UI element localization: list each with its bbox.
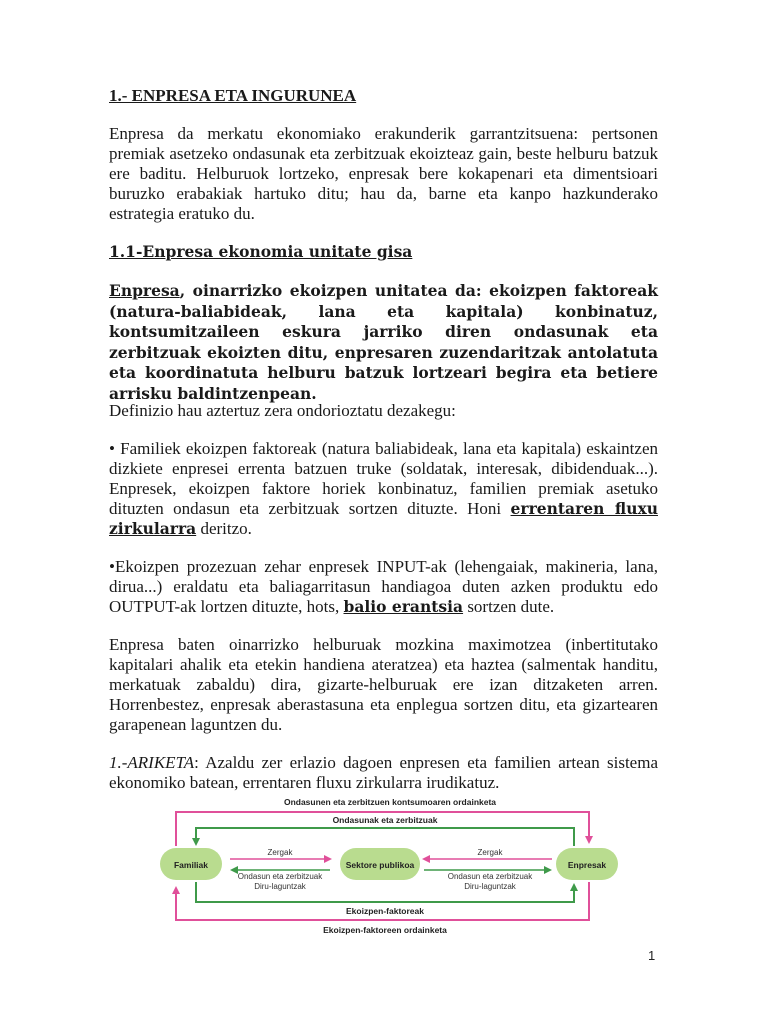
- intro-paragraph: Enpresa da merkatu ekonomiako erakunderik garrantzitsuena: pertsonen premiak asetzeko ondasunak eta zerbitzuak ekoizteaz gain, beste helburu batzuk ere baditu. Helburuok lortzeko, enpresak bere kokapenari eta dimentsioari buruzko erabakiak hartuko ditu; hau da, barne eta kanpo hazkunderako estrategia eratuko du.: [109, 124, 658, 223]
- inner-bottom-green-line: [196, 882, 574, 902]
- definition-term: Enpresa: [109, 281, 180, 300]
- inner-top-label: Ondasunak eta zerbitzuak: [332, 815, 438, 825]
- top-outer-label: Ondasunen eta zerbitzuen kontsumoaren ordainketa: [283, 797, 497, 807]
- definition-paragraph: [109, 281, 658, 404]
- lead-paragraph: Definizio hau aztertuz zera ondorioztatu dezakegu:: [109, 401, 456, 420]
- bullet2-tail: sortzen dute.: [463, 597, 555, 616]
- exercise-label: 1.-ARIKETA: [109, 753, 195, 772]
- left-zergak-label: Zergak: [267, 848, 293, 857]
- left-diru-label: Diru-laguntzak: [254, 882, 306, 891]
- bullet1-tail: deritzo.: [196, 519, 252, 538]
- right-diru-label: Diru-laguntzak: [464, 882, 516, 891]
- bullet2-text: •Ekoizpen prozezuan zehar enpresek INPUT-ak (lehengaiak, makineria, lana, dirua...) eraldatu eta baliagarritasun handiagoa duten azken produktu edo OUTPUT-ak lortzen dituzte, hots,: [109, 557, 658, 616]
- exercise-text: : Azaldu zer erlazio dagoen enpresen eta familien artean sistema ekonomiko batean, errentaren fluxu zirkularra irudikatuz.: [109, 753, 658, 792]
- bottom-outer-label: Ekoizpen-faktoreen ordainketa: [323, 925, 447, 935]
- bullet-paragraph-2: [109, 557, 658, 617]
- goals-paragraph: Enpresa baten oinarrizko helburuak mozkina maximotzea (inbertitutako kapitalari ahalik eta etekin handiena ateratzea) eta haztea (salmentak handitu, merkatuak zabaldu) dira, gizarte-helburuak ere izan ditzaketen arren. Horrenbestez, enpresak aberastasuna eta enplegua sortzen ditu, eta gizartearen garapenean laguntzen du.: [109, 635, 658, 734]
- inner-top-green-line: [196, 828, 574, 846]
- node-sektore-label: Sektore publikoa: [345, 860, 415, 870]
- section-heading: 1.- ENPRESA ETA INGURUNEA: [109, 86, 357, 105]
- bullet-paragraph-1: [109, 439, 658, 539]
- subsection-heading: 1.1-Enpresa ekonomia unitate gisa: [109, 242, 413, 261]
- bullet2-term: balio erantsia: [343, 597, 464, 616]
- circular-flow-diagram: [160, 792, 620, 940]
- exercise-paragraph: [109, 753, 658, 793]
- node-familiak-label: Familiak: [173, 860, 209, 870]
- right-ondasun-label: Ondasun eta zerbitzuak: [447, 872, 533, 881]
- bullet1-text: • Familiek ekoizpen faktoreak (natura baliabideak, lana eta kapitala) eskaintzen dizkiete enpresei errenta batzuen truke (soldatak, interesak, dibidenduak...). Enpresek, ekoizpen faktore horiek konbinatuz, familien premiak asetuko dituzten ondasun eta zerbitzuak sortzen dituzte. Honi: [109, 439, 658, 518]
- right-zergak-label: Zergak: [477, 848, 503, 857]
- bullet1-term: errentaren fluxu zirkularra: [109, 499, 658, 538]
- page-number: 1: [648, 948, 656, 963]
- left-ondasun-label: Ondasun eta zerbitzuak: [237, 872, 323, 881]
- node-enpresak-label: Enpresak: [567, 860, 607, 870]
- bottom-inner-label: Ekoizpen-faktoreak: [346, 906, 424, 916]
- definition-text: , oinarrizko ekoizpen unitatea da: ekoizpen faktoreak (natura-baliabideak, lana eta kapitala) konbinatuz, kontsumitzaileen eskura jarriko diren ondasunak eta zerbitzuak ekoizten ditu, enpresaren zuzendaritzak antolatuta eta koordinatuta helburu batzuk lortzeari begira eta betiere arrisku baldintzenpean.: [109, 281, 658, 403]
